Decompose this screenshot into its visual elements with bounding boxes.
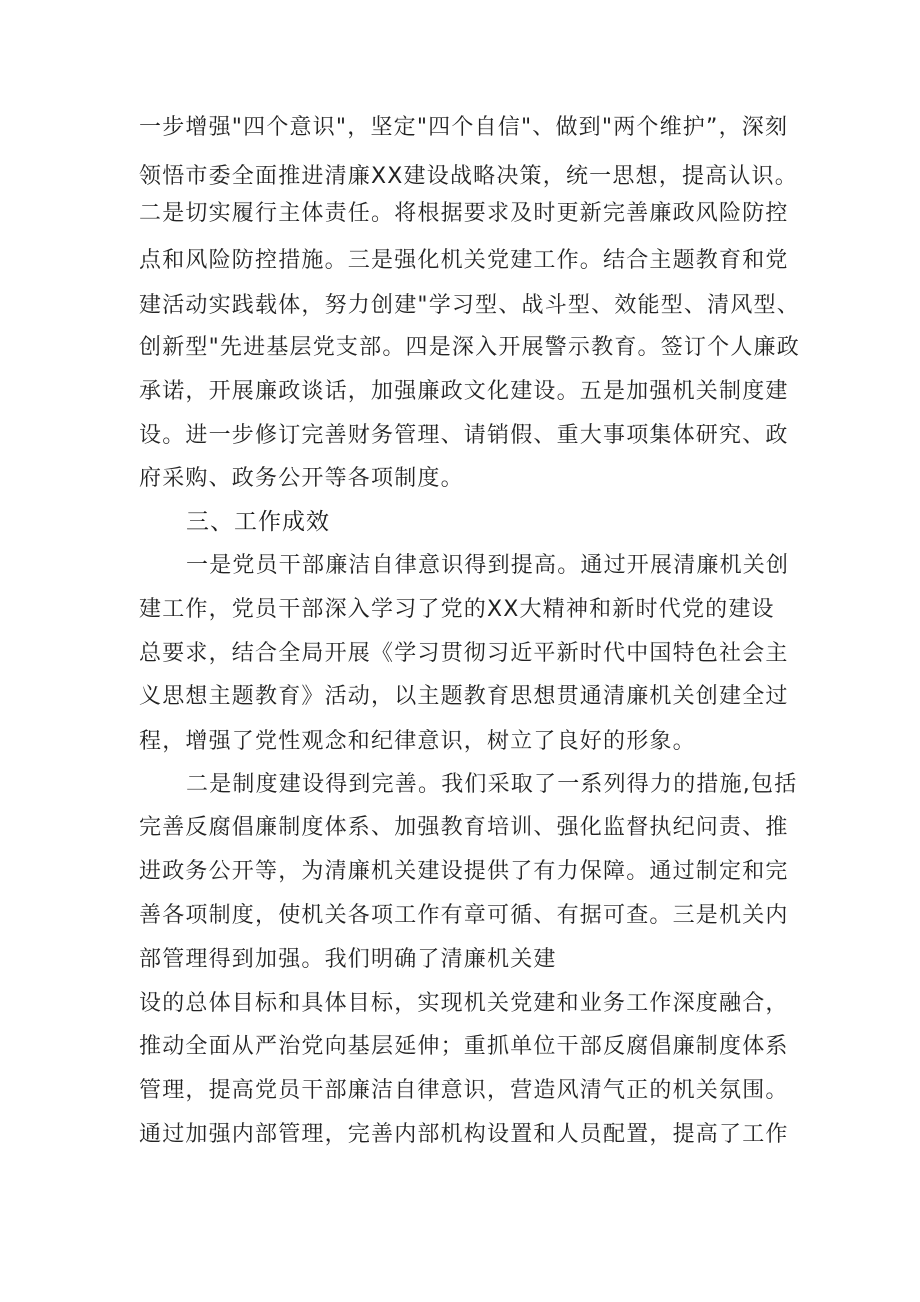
text-line: 创新型"先进基层党支部。四是深入开展警示教育。签订个人廉政 [139,335,800,360]
text-line: 部管理得到加强。我们明确了清廉机关建 [139,947,557,972]
text-line: 领悟市委全面推进清廉XX建设战略决策，统一思想，提高认识。 [139,164,798,189]
text-line: 进政务公开等，为清廉机关建设提供了有力保障。通过制定和完 [139,859,789,884]
text-line: 完善反腐倡廉制度体系、加强教育培训、强化监督执纪问责、推 [139,815,789,840]
text-line: 善各项制度，使机关各项工作有章可循、有据可查。三是机关内 [139,903,789,928]
text-line: 承诺，开展廉政谈话，加强廉政文化建设。五是加强机关制度建 [139,379,789,404]
text-line: 二是切实履行主体责任。将根据要求及时更新完善廉政风险防控 [139,201,789,226]
text-line: 府采购、政务公开等各项制度。 [139,466,464,491]
text-line: 点和风险防控措施。三是强化机关党建工作。结合主题教育和党 [139,248,789,273]
text-line: 建工作，党员干部深入学习了党的XX大精神和新时代党的建设 [139,597,775,622]
text-line: 设的总体目标和具体目标，实现机关党建和业务工作深度融合， [139,991,789,1016]
paragraph-first-line: 二是制度建设得到完善。我们采取了一系列得力的措施,包括 [186,772,798,797]
text-line: 建活动实践载体，努力创建"学习型、战斗型、效能型、清风型、 [139,293,800,318]
paragraph-first-line: 一是党员干部廉洁自律意识得到提高。通过开展清廉机关创 [186,553,790,578]
text-line: 程，增强了党性观念和纪律意识，树立了良好的形象。 [139,729,696,754]
text-line: 义思想主题教育》活动，以主题教育思想贯通清廉机关创建全过 [139,684,789,709]
section-heading: 三、工作成效 [186,509,330,535]
text-line: 通过加强内部管理，完善内部机构设置和人员配置，提高了工作 [139,1122,789,1147]
text-line: 总要求，结合全局开展《学习贯彻习近平新时代中国特色社会主 [139,641,789,666]
text-line: 管理，提高党员干部廉洁自律意识，营造风清气正的机关氛围。 [139,1078,789,1103]
text-line: 设。进一步修订完善财务管理、请销假、重大事项集体研究、政 [139,423,789,448]
text-line: 一步增强"四个意识"，坚定"四个自信"、做到"两个维护”，深刻 [139,115,789,140]
text-line: 推动全面从严治党向基层延伸；重抓单位干部反腐倡廉制度体系 [139,1034,789,1059]
